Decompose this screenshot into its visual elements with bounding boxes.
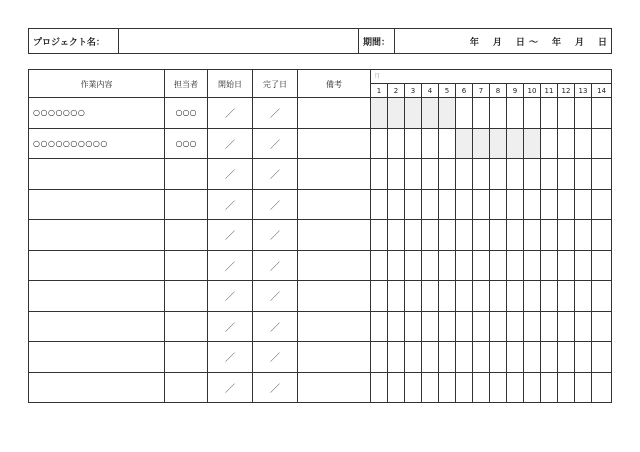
day-cell[interactable] [490,98,507,129]
start-date-cell[interactable]: ／ [208,250,253,281]
schedule-bar-cell[interactable] [439,98,456,129]
day-cell[interactable] [456,159,473,190]
day-cell[interactable] [575,220,592,251]
day-cell[interactable] [558,128,575,159]
day-cell[interactable] [507,220,524,251]
task-cell[interactable] [29,311,165,342]
day-cell[interactable] [388,128,405,159]
period-field[interactable] [395,29,611,53]
day-header: 11 [541,84,558,98]
assignee-cell[interactable] [165,281,208,312]
day-header: 6 [456,84,473,98]
notes-cell[interactable] [298,372,371,403]
day-cell[interactable] [439,220,456,251]
end-date-cell[interactable]: ／ [253,220,298,251]
day-cell[interactable] [524,342,541,373]
day-header: 4 [422,84,439,98]
start-date-cell[interactable]: ／ [208,189,253,220]
table-row [29,159,612,190]
day-cell[interactable] [575,128,592,159]
day-cell[interactable] [541,342,558,373]
day-cell[interactable] [405,159,422,190]
notes-cell[interactable] [298,311,371,342]
period-part: 月 [574,37,584,48]
end-date-cell[interactable]: ／ [253,159,298,190]
day-cell[interactable] [456,189,473,220]
day-cell[interactable] [456,220,473,251]
day-cell[interactable] [371,220,388,251]
day-cell[interactable] [405,281,422,312]
start-date-cell[interactable]: ／ [208,159,253,190]
notes-cell[interactable] [298,128,371,159]
day-cell[interactable] [541,311,558,342]
day-cell[interactable] [592,311,612,342]
day-cell[interactable] [524,372,541,403]
day-header: 1 [371,84,388,98]
task-cell[interactable] [29,342,165,373]
day-header: 10 [524,84,541,98]
start-date-cell[interactable]: ／ [208,372,253,403]
day-cell[interactable] [524,159,541,190]
start-date-cell[interactable]: ／ [208,342,253,373]
table-row [29,311,612,342]
end-date-cell[interactable]: ／ [253,311,298,342]
day-cell[interactable] [371,281,388,312]
day-cell[interactable] [422,189,439,220]
day-cell[interactable] [575,342,592,373]
day-cell[interactable] [541,372,558,403]
day-header: 14 [592,84,612,98]
day-header: 13 [575,84,592,98]
schedule-bar-cell[interactable] [490,128,507,159]
day-header: 9 [507,84,524,98]
day-cell[interactable] [507,311,524,342]
day-cell[interactable] [592,220,612,251]
task-cell[interactable] [29,372,165,403]
day-cell[interactable] [575,189,592,220]
start-date-cell[interactable]: ／ [208,220,253,251]
notes-cell[interactable] [298,281,371,312]
day-cell[interactable] [371,372,388,403]
task-cell[interactable] [29,281,165,312]
day-cell[interactable] [558,311,575,342]
day-cell[interactable] [575,250,592,281]
day-cell[interactable] [371,189,388,220]
day-cell[interactable] [592,342,612,373]
day-cell[interactable] [524,98,541,129]
day-cell[interactable] [439,311,456,342]
day-cell[interactable] [490,372,507,403]
task-cell[interactable] [29,250,165,281]
day-cell[interactable] [388,281,405,312]
table-row [29,98,612,129]
notes-cell[interactable] [298,220,371,251]
table-row [29,128,612,159]
day-cell[interactable] [490,311,507,342]
day-cell[interactable] [575,281,592,312]
task-cell[interactable]: ○○○○○○○○○○ [29,128,165,159]
day-cell[interactable] [473,342,490,373]
day-cell[interactable] [575,98,592,129]
day-cell[interactable] [507,342,524,373]
day-cell[interactable] [524,220,541,251]
day-cell[interactable] [439,159,456,190]
header-month[interactable]: 月 [371,70,612,84]
period-part: 年 [469,37,479,48]
schedule-bar-cell[interactable] [405,98,422,129]
start-date-cell[interactable]: ／ [208,98,253,129]
day-header: 7 [473,84,490,98]
day-cell[interactable] [439,342,456,373]
day-cell[interactable] [524,311,541,342]
table-row [29,189,612,220]
day-cell[interactable] [473,311,490,342]
day-cell[interactable] [592,372,612,403]
period-part: 年 [551,37,561,48]
day-cell[interactable] [558,342,575,373]
project-name-label: プロジェクト名： [29,29,119,53]
header-assignee: 担当者 [165,70,208,98]
day-cell[interactable] [541,189,558,220]
notes-cell[interactable] [298,342,371,373]
schedule-bar-cell[interactable] [456,128,473,159]
day-cell[interactable] [558,189,575,220]
day-cell[interactable] [473,189,490,220]
header-end-date: 完了日 [253,70,298,98]
day-cell[interactable] [456,311,473,342]
day-cell[interactable] [456,281,473,312]
header-start-date: 開始日 [208,70,253,98]
task-cell[interactable] [29,220,165,251]
schedule-bar-cell[interactable] [371,98,388,129]
day-cell[interactable] [524,281,541,312]
day-cell[interactable] [405,250,422,281]
day-cell[interactable] [439,250,456,281]
notes-cell[interactable] [298,250,371,281]
period-part: ～ [528,37,538,48]
assignee-cell[interactable]: ○○○ [165,98,208,129]
day-cell[interactable] [490,342,507,373]
day-cell[interactable] [439,372,456,403]
day-cell[interactable] [524,250,541,281]
day-cell[interactable] [592,159,612,190]
day-cell[interactable] [456,372,473,403]
day-cell[interactable] [541,98,558,129]
day-cell[interactable] [422,220,439,251]
table-row [29,372,612,403]
day-cell[interactable] [592,189,612,220]
assignee-cell[interactable] [165,189,208,220]
task-cell[interactable] [29,159,165,190]
end-date-cell[interactable]: ／ [253,250,298,281]
day-cell[interactable] [422,159,439,190]
day-cell[interactable] [473,250,490,281]
table-row [29,220,612,251]
day-cell[interactable] [575,159,592,190]
day-cell[interactable] [371,250,388,281]
day-cell[interactable] [541,220,558,251]
day-cell[interactable] [558,159,575,190]
day-cell[interactable] [456,98,473,129]
day-cell[interactable] [473,98,490,129]
assignee-cell[interactable] [165,220,208,251]
day-cell[interactable] [473,220,490,251]
start-date-cell[interactable]: ／ [208,281,253,312]
end-date-cell[interactable]: ／ [253,128,298,159]
assignee-cell[interactable] [165,159,208,190]
day-cell[interactable] [592,128,612,159]
end-date-cell[interactable]: ／ [253,342,298,373]
period-part: 月 [492,37,502,48]
day-cell[interactable] [456,250,473,281]
day-cell[interactable] [507,250,524,281]
day-cell[interactable] [473,372,490,403]
notes-cell[interactable] [298,98,371,129]
day-cell[interactable] [388,342,405,373]
day-cell[interactable] [490,189,507,220]
day-cell[interactable] [422,281,439,312]
end-date-cell[interactable]: ／ [253,189,298,220]
notes-cell[interactable] [298,189,371,220]
day-header: 5 [439,84,456,98]
day-cell[interactable] [558,220,575,251]
assignee-cell[interactable] [165,311,208,342]
day-cell[interactable] [405,189,422,220]
table-row [29,281,612,312]
day-cell[interactable] [507,189,524,220]
day-cell[interactable] [422,372,439,403]
day-cell[interactable] [592,281,612,312]
day-cell[interactable] [422,128,439,159]
day-cell[interactable] [388,250,405,281]
day-cell[interactable] [490,281,507,312]
day-cell[interactable] [405,220,422,251]
task-cell[interactable]: ○○○○○○○ [29,98,165,129]
day-cell[interactable] [541,281,558,312]
day-cell[interactable] [541,250,558,281]
schedule-bar-cell[interactable] [473,128,490,159]
day-cell[interactable] [388,220,405,251]
schedule-bar-cell[interactable] [507,128,524,159]
day-cell[interactable] [388,159,405,190]
day-cell[interactable] [439,189,456,220]
day-cell[interactable] [541,128,558,159]
schedule-table [28,69,612,403]
day-cell[interactable] [507,159,524,190]
day-cell[interactable] [473,159,490,190]
day-cell[interactable] [388,311,405,342]
assignee-cell[interactable]: ○○○ [165,128,208,159]
day-cell[interactable] [507,372,524,403]
day-cell[interactable] [422,342,439,373]
end-date-cell[interactable]: ／ [253,98,298,129]
day-cell[interactable] [371,128,388,159]
day-cell[interactable] [575,372,592,403]
start-date-cell[interactable]: ／ [208,128,253,159]
day-cell[interactable] [388,372,405,403]
day-cell[interactable] [592,98,612,129]
day-cell[interactable] [558,372,575,403]
day-cell[interactable] [558,250,575,281]
day-cell[interactable] [507,281,524,312]
task-cell[interactable] [29,189,165,220]
day-cell[interactable] [490,159,507,190]
assignee-cell[interactable] [165,250,208,281]
day-cell[interactable] [405,342,422,373]
day-cell[interactable] [371,342,388,373]
table-row [29,342,612,373]
day-cell[interactable] [456,342,473,373]
day-cell[interactable] [524,189,541,220]
day-cell[interactable] [371,311,388,342]
day-cell[interactable] [490,250,507,281]
day-cell[interactable] [490,220,507,251]
period-part: 日 [515,37,525,48]
day-cell[interactable] [405,311,422,342]
day-cell[interactable] [422,250,439,281]
project-header [28,28,612,54]
day-cell[interactable] [405,372,422,403]
assignee-cell[interactable] [165,372,208,403]
day-header: 8 [490,84,507,98]
day-header: 12 [558,84,575,98]
day-header: 2 [388,84,405,98]
day-cell[interactable] [388,189,405,220]
day-cell[interactable] [507,98,524,129]
header-task: 作業内容 [29,70,165,98]
period-part: 日 [597,37,607,48]
schedule-bar-cell[interactable] [524,128,541,159]
period-label: 期間： [359,29,395,53]
day-cell[interactable] [439,281,456,312]
project-name-field[interactable] [119,29,359,53]
header-notes: 備考 [298,70,371,98]
schedule-bar-cell[interactable] [422,98,439,129]
day-cell[interactable] [473,281,490,312]
notes-cell[interactable] [298,159,371,190]
day-cell[interactable] [541,159,558,190]
start-date-cell[interactable]: ／ [208,311,253,342]
day-cell[interactable] [575,311,592,342]
schedule-bar-cell[interactable] [388,98,405,129]
day-cell[interactable] [422,311,439,342]
day-cell[interactable] [558,98,575,129]
end-date-cell[interactable]: ／ [253,281,298,312]
day-cell[interactable] [371,159,388,190]
day-header: 3 [405,84,422,98]
day-cell[interactable] [558,281,575,312]
day-cell[interactable] [439,128,456,159]
day-cell[interactable] [592,250,612,281]
end-date-cell[interactable]: ／ [253,372,298,403]
table-row [29,250,612,281]
assignee-cell[interactable] [165,342,208,373]
day-cell[interactable] [405,128,422,159]
